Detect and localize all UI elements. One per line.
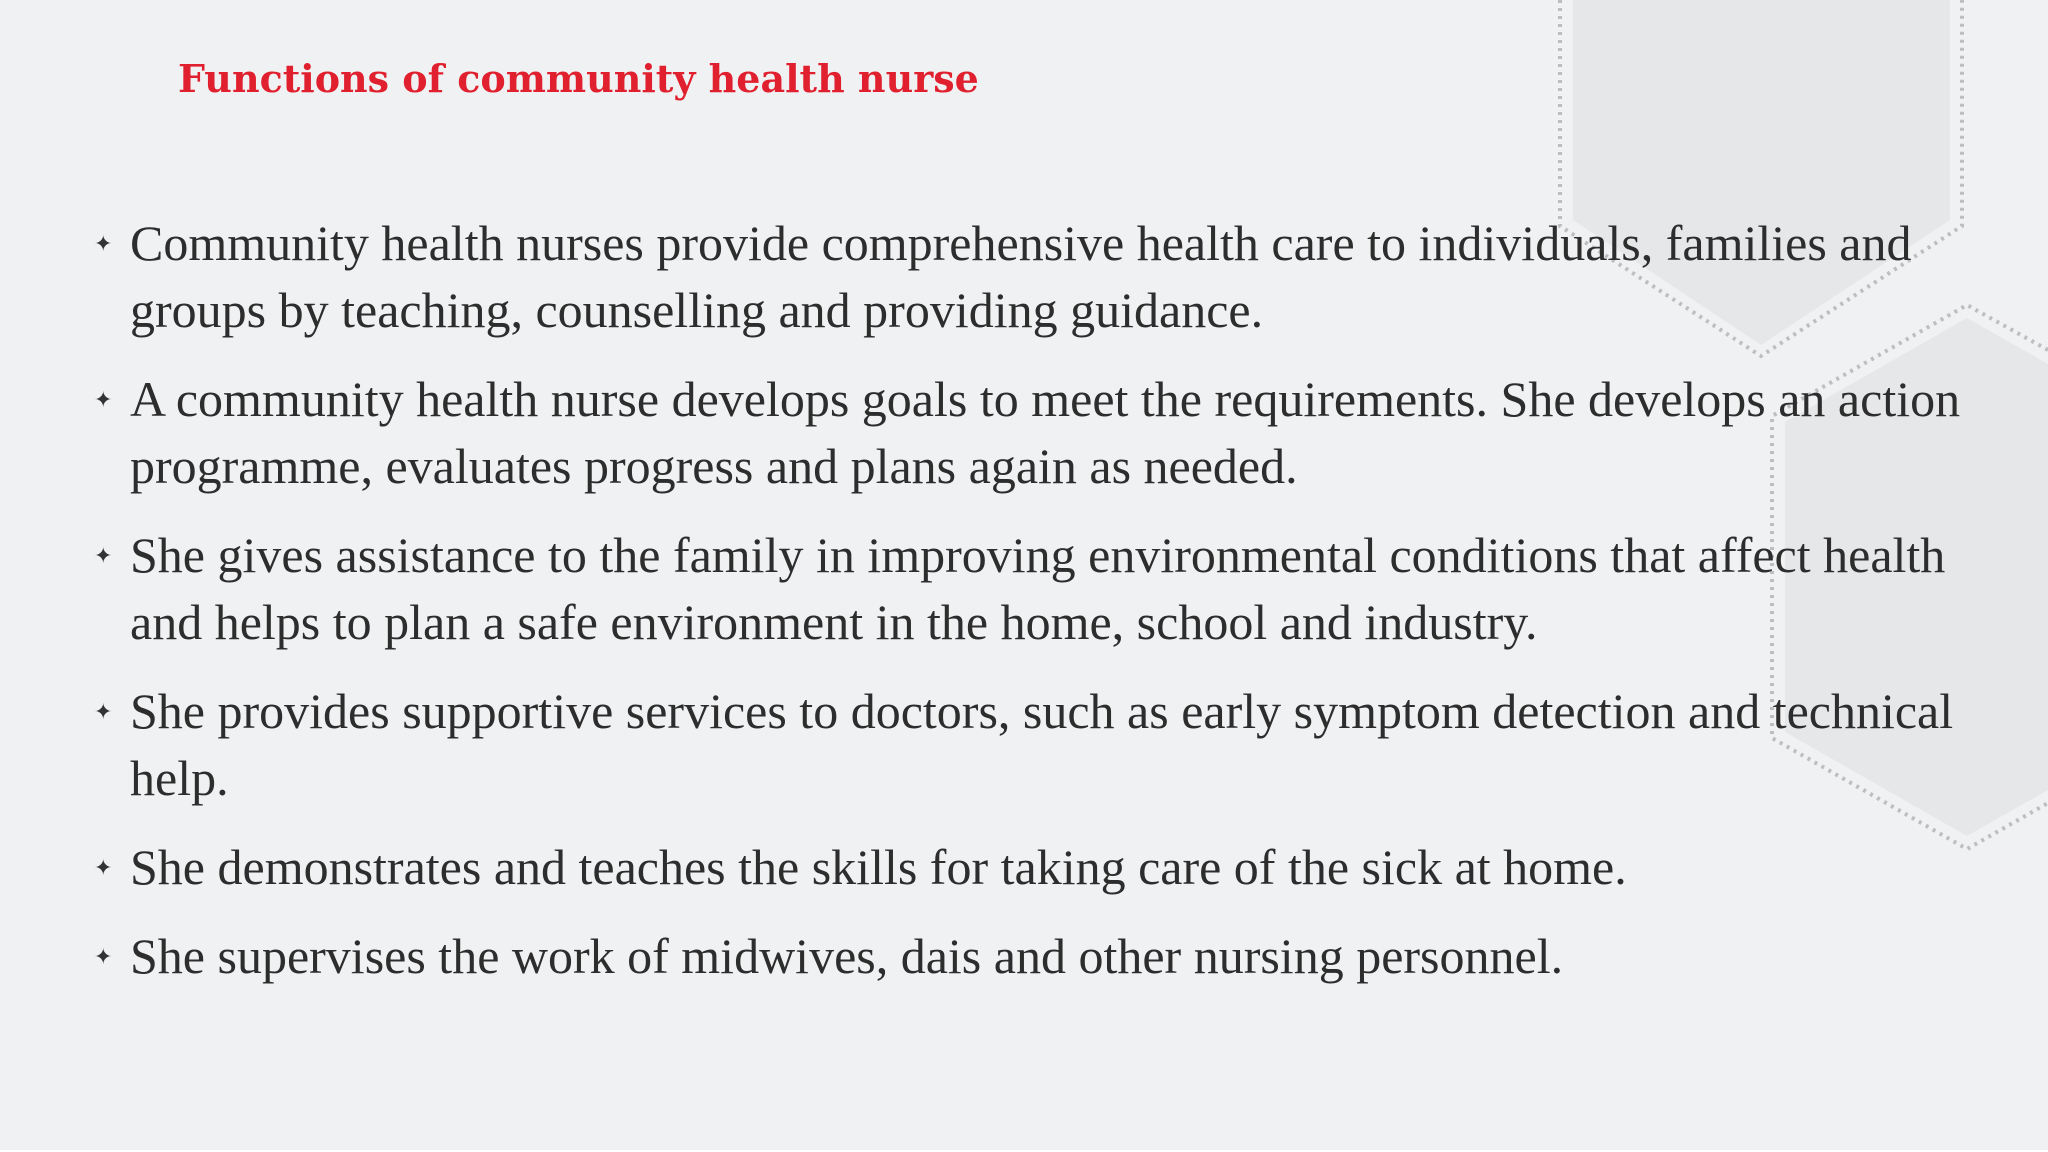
- bullet-item: [96, 210, 1996, 344]
- bullet-item: [96, 366, 1996, 500]
- bullet-text: A community health nurse develops goals to meet the requirements. She develops an action programme, evaluates progress and plans again as needed.: [130, 371, 1961, 494]
- bullet-item: [96, 522, 1996, 656]
- bullet-text: She supervises the work of midwives, dais and other nursing personnel.: [130, 928, 1564, 984]
- bullet-star-icon: ✦: [94, 231, 113, 256]
- bullet-text: She provides supportive services to doctors, such as early symptom detection and technical help.: [130, 683, 1954, 806]
- bullet-star-icon: ✦: [94, 944, 113, 969]
- bullet-star-icon: ✦: [94, 543, 113, 568]
- bullet-item: [96, 678, 1996, 812]
- bullet-star-icon: ✦: [94, 699, 113, 724]
- bullet-item: [96, 923, 1996, 990]
- bullet-text: She demonstrates and teaches the skills for taking care of the sick at home.: [130, 839, 1627, 895]
- bullet-text: Community health nurses provide comprehensive health care to individuals, families and groups by teaching, counselling and providing guidance.: [130, 215, 1912, 338]
- bullet-list: [96, 210, 1996, 1012]
- bullet-star-icon: ✦: [94, 387, 113, 412]
- slide-title: Functions of community health nurse: [178, 56, 979, 101]
- bullet-text: She gives assistance to the family in improving environmental conditions that affect health and helps to plan a safe environment in the home, school and industry.: [130, 527, 1946, 650]
- bullet-star-icon: ✦: [94, 855, 113, 880]
- bullet-item: [96, 834, 1996, 901]
